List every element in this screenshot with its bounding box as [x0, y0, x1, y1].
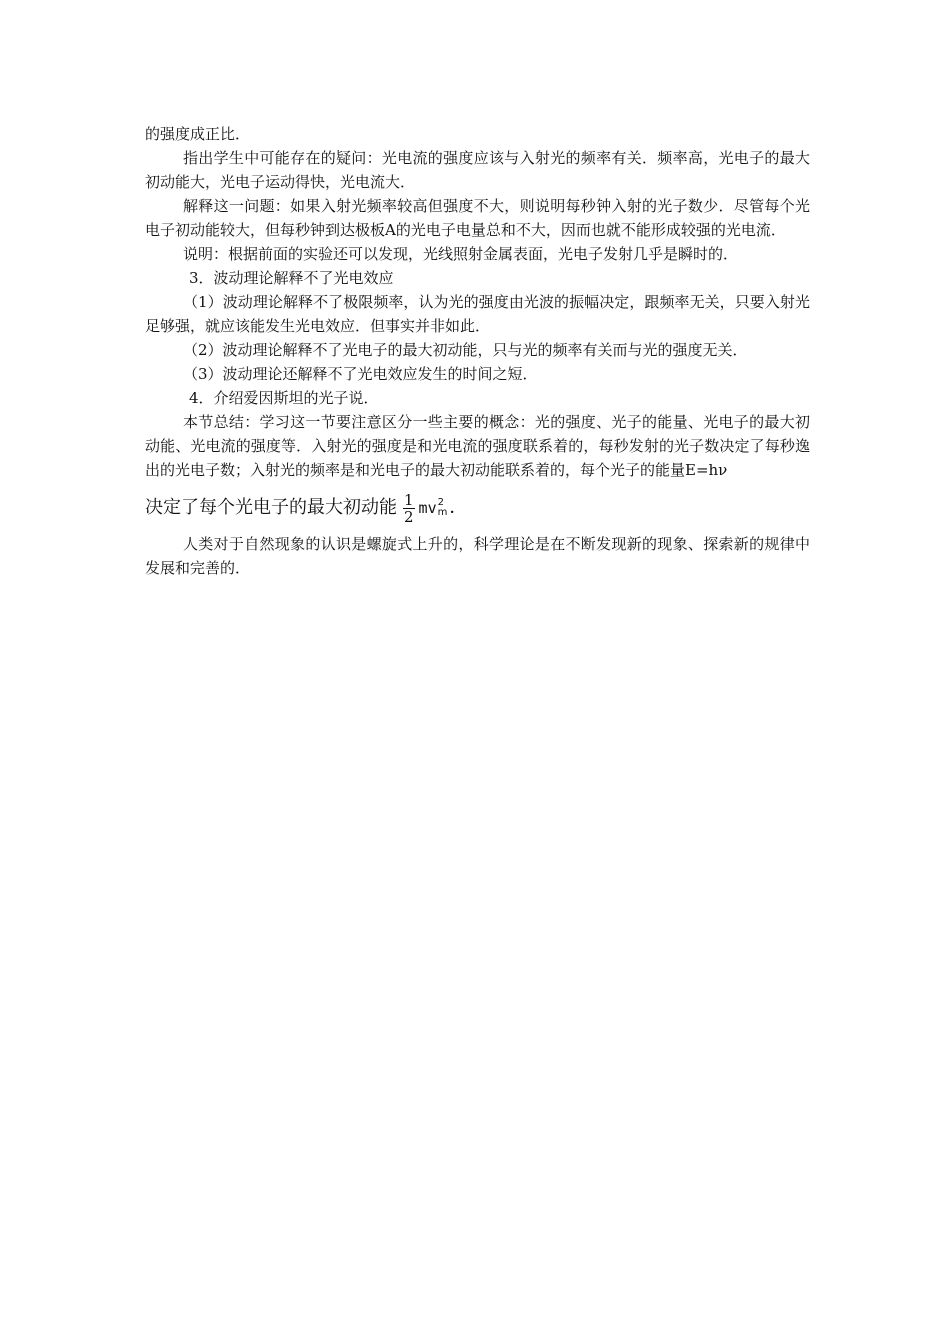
- paragraph-12: 人类对于自然现象的认识是螺旋式上升的，科学理论是在不断发现新的现象、探索新的规律中发展和完善的．: [145, 535, 810, 577]
- section-heading-3: 3．波动理论解释不了光电效应: [189, 269, 394, 287]
- formula-scripts: [438, 498, 448, 518]
- fraction-numerator: 1: [404, 490, 414, 509]
- paragraph-7: （2）波动理论解释不了光电子的最大初动能，只与光的频率有关而与光的强度无关．: [183, 341, 748, 359]
- formula-base: mv: [418, 499, 437, 517]
- paragraph-2: 指出学生中可能存在的疑问：光电流的强度应该与入射光的频率有关．频率高，光电子的最大初动能大，光电子运动得快，光电流大．: [145, 149, 810, 191]
- formula-superscript: 2: [437, 497, 444, 508]
- section-heading-4: 4．介绍爱因斯坦的光子说．: [189, 389, 379, 407]
- paragraph-10: 本节总结：学习这一节要注意区分一些主要的概念：光的强度、光子的能量、光电子的最大初动能、光电流的强度等．入射光的强度是和光电流的强度联系着的，每秒发射的光子数决定了每秒逸出的光电子数；入射光的频率是和光电子的最大初动能联系着的，每个光子的能量E=hν: [145, 413, 810, 479]
- formula-prefix: 决定了每个光电子的最大初动能: [145, 497, 397, 518]
- fraction: [403, 492, 415, 525]
- paragraph-8: （3）波动理论还解释不了光电效应发生的时间之短．: [183, 365, 538, 383]
- paragraph-4: 说明：根据前面的实验还可以发现，光线照射金属表面，光电子发射几乎是瞬时的．: [183, 245, 739, 263]
- formula-subscript: m: [437, 507, 448, 518]
- paragraph-3: 解释这一问题：如果入射光频率较高但强度不大，则说明每秒钟入射的光子数少．尽管每个光电子初动能较大，但每秒钟到达极板A的光电子电量总和不大，因而也就不能形成较强的光电流．: [145, 197, 810, 239]
- fraction-denominator: 2: [404, 507, 414, 526]
- document-page: [145, 122, 810, 580]
- paragraph-1: 的强度成正比．: [145, 125, 251, 143]
- formula-line: [145, 486, 810, 530]
- paragraph-6: （1）波动理论解释不了极限频率，认为光的强度由光波的振幅决定，跟频率无关，只要入射光足够强，就应该能发生光电效应．但事实并非如此．: [145, 293, 810, 335]
- formula-suffix: ．: [449, 497, 468, 518]
